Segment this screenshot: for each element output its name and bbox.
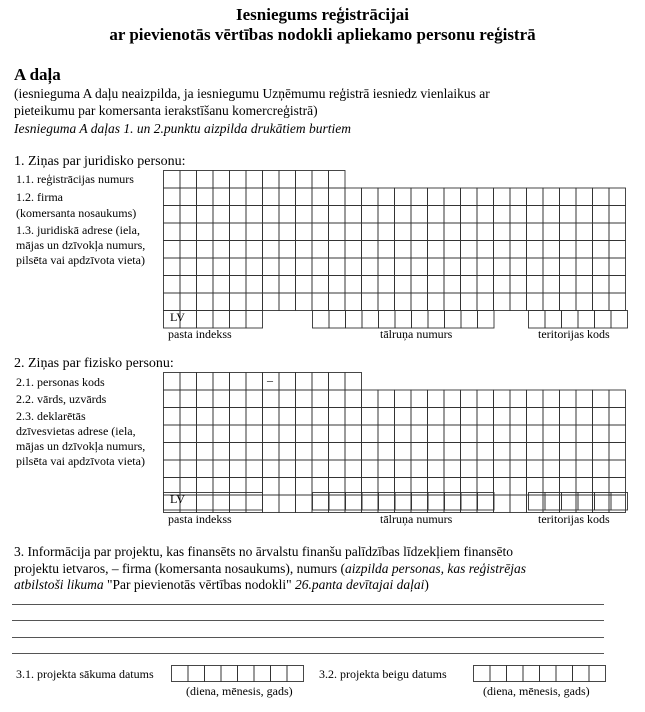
section1-firm-label-1: 1.2. firma bbox=[16, 190, 63, 204]
section2-postal-label: pasta indekss bbox=[168, 512, 232, 526]
start-date-cell[interactable] bbox=[271, 666, 288, 682]
section1-address-label-1: 1.3. juridiskā adrese (iela, bbox=[16, 223, 140, 237]
section1-postal-label: pasta indekss bbox=[168, 327, 232, 341]
section2-territory-label: teritorijas kods bbox=[538, 512, 610, 526]
end-date-cell[interactable] bbox=[573, 666, 590, 682]
start-date-cell[interactable] bbox=[254, 666, 271, 682]
section2-personal-code-label: 2.1. personas kods bbox=[16, 375, 105, 389]
project-start-date-hint: (diena, mēnesis, gads) bbox=[186, 684, 293, 698]
start-date-cell[interactable] bbox=[205, 666, 222, 682]
part-a-note-line1: (iesnieguma A daļu neaizpilda, ja iesniegumu Uzņēmumu reģistrā iesniedz vienlaikus ar bbox=[14, 86, 490, 101]
section3-line2-italic: aizpilda personas, kas reģistrējas bbox=[345, 561, 527, 576]
section2-phone-label: tālruņa numurs bbox=[380, 512, 453, 526]
section2-address-label-4: pilsēta vai apdzīvota vieta) bbox=[16, 454, 145, 468]
end-date-cell[interactable] bbox=[523, 666, 540, 682]
section2-address-label-3: mājas un dzīvokļa numurs, bbox=[16, 439, 146, 453]
section2-name-label: 2.2. vārds, uzvārds bbox=[16, 392, 107, 406]
project-end-label: 3.2. projekta beigu datums bbox=[319, 667, 447, 681]
start-date-cell[interactable] bbox=[172, 666, 189, 682]
section1-country-code: LV bbox=[170, 310, 185, 324]
section3-line3-quote: "Par pievienotās vērtības nodokli" bbox=[107, 577, 292, 592]
section1-heading: 1. Ziņas par juridisko personu: bbox=[14, 154, 186, 169]
start-date-cell[interactable] bbox=[221, 666, 238, 682]
section2-heading: 2. Ziņas par fizisko personu: bbox=[14, 356, 174, 371]
start-date-cell[interactable] bbox=[238, 666, 255, 682]
section3-line3-italic-b: 26.panta devītajai daļai bbox=[291, 577, 425, 592]
document-title-line2: ar pievienotās vērtības nodokli apliekamo personu reģistrā bbox=[109, 25, 536, 44]
section2-personal-code-dash: – bbox=[267, 373, 273, 387]
section3-line3-suffix: ) bbox=[424, 577, 429, 592]
project-end-date-hint: (diena, mēnesis, gads) bbox=[483, 684, 590, 698]
end-date-cell[interactable] bbox=[507, 666, 524, 682]
section2-country-code: LV bbox=[170, 492, 185, 506]
part-a-heading: A daļa bbox=[14, 65, 61, 84]
end-date-cell[interactable] bbox=[589, 666, 606, 682]
section2-address-label-1: 2.3. deklarētās bbox=[16, 409, 86, 423]
section3-line3-italic-a: atbilstoši likuma bbox=[14, 577, 108, 592]
section1-phone-label: tālruņa numurs bbox=[380, 327, 453, 341]
section1-territory-label: teritorijas kods bbox=[538, 327, 610, 341]
section1-address-label-2: mājas un dzīvokļa numurs, bbox=[16, 238, 146, 252]
section2-address-label-2: dzīvesvietas adrese (iela, bbox=[16, 424, 136, 438]
section1-reg-no-label: 1.1. reģistrācijas numurs bbox=[16, 172, 134, 186]
end-date-cell[interactable] bbox=[540, 666, 557, 682]
project-start-label: 3.1. projekta sākuma datums bbox=[16, 667, 154, 681]
section3-line1: 3. Informācija par projektu, kas finansēts no ārvalstu finanšu palīdzības līdzekļiem finansēto bbox=[14, 544, 513, 559]
start-date-cell[interactable] bbox=[287, 666, 304, 682]
part-a-instruction: Iesnieguma A daļas 1. un 2.punktu aizpilda drukātiem burtiem bbox=[14, 121, 351, 136]
start-date-cell[interactable] bbox=[188, 666, 205, 682]
section1-firm-label-2: (komersanta nosaukums) bbox=[16, 206, 137, 220]
document-title-line1: Iesniegums reģistrācijai bbox=[236, 5, 409, 24]
end-date-cell[interactable] bbox=[490, 666, 507, 682]
end-date-cell[interactable] bbox=[474, 666, 491, 682]
section3-line2-prefix: projektu ietvaros, – firma (komersanta nosaukums), numurs ( bbox=[14, 561, 346, 576]
part-a-note-line2: pieteikumu par komersanta ierakstīšanu komercreģistrā) bbox=[14, 103, 318, 118]
section1-address-label-3: pilsēta vai apdzīvota vieta) bbox=[16, 253, 145, 267]
end-date-cell[interactable] bbox=[556, 666, 573, 682]
